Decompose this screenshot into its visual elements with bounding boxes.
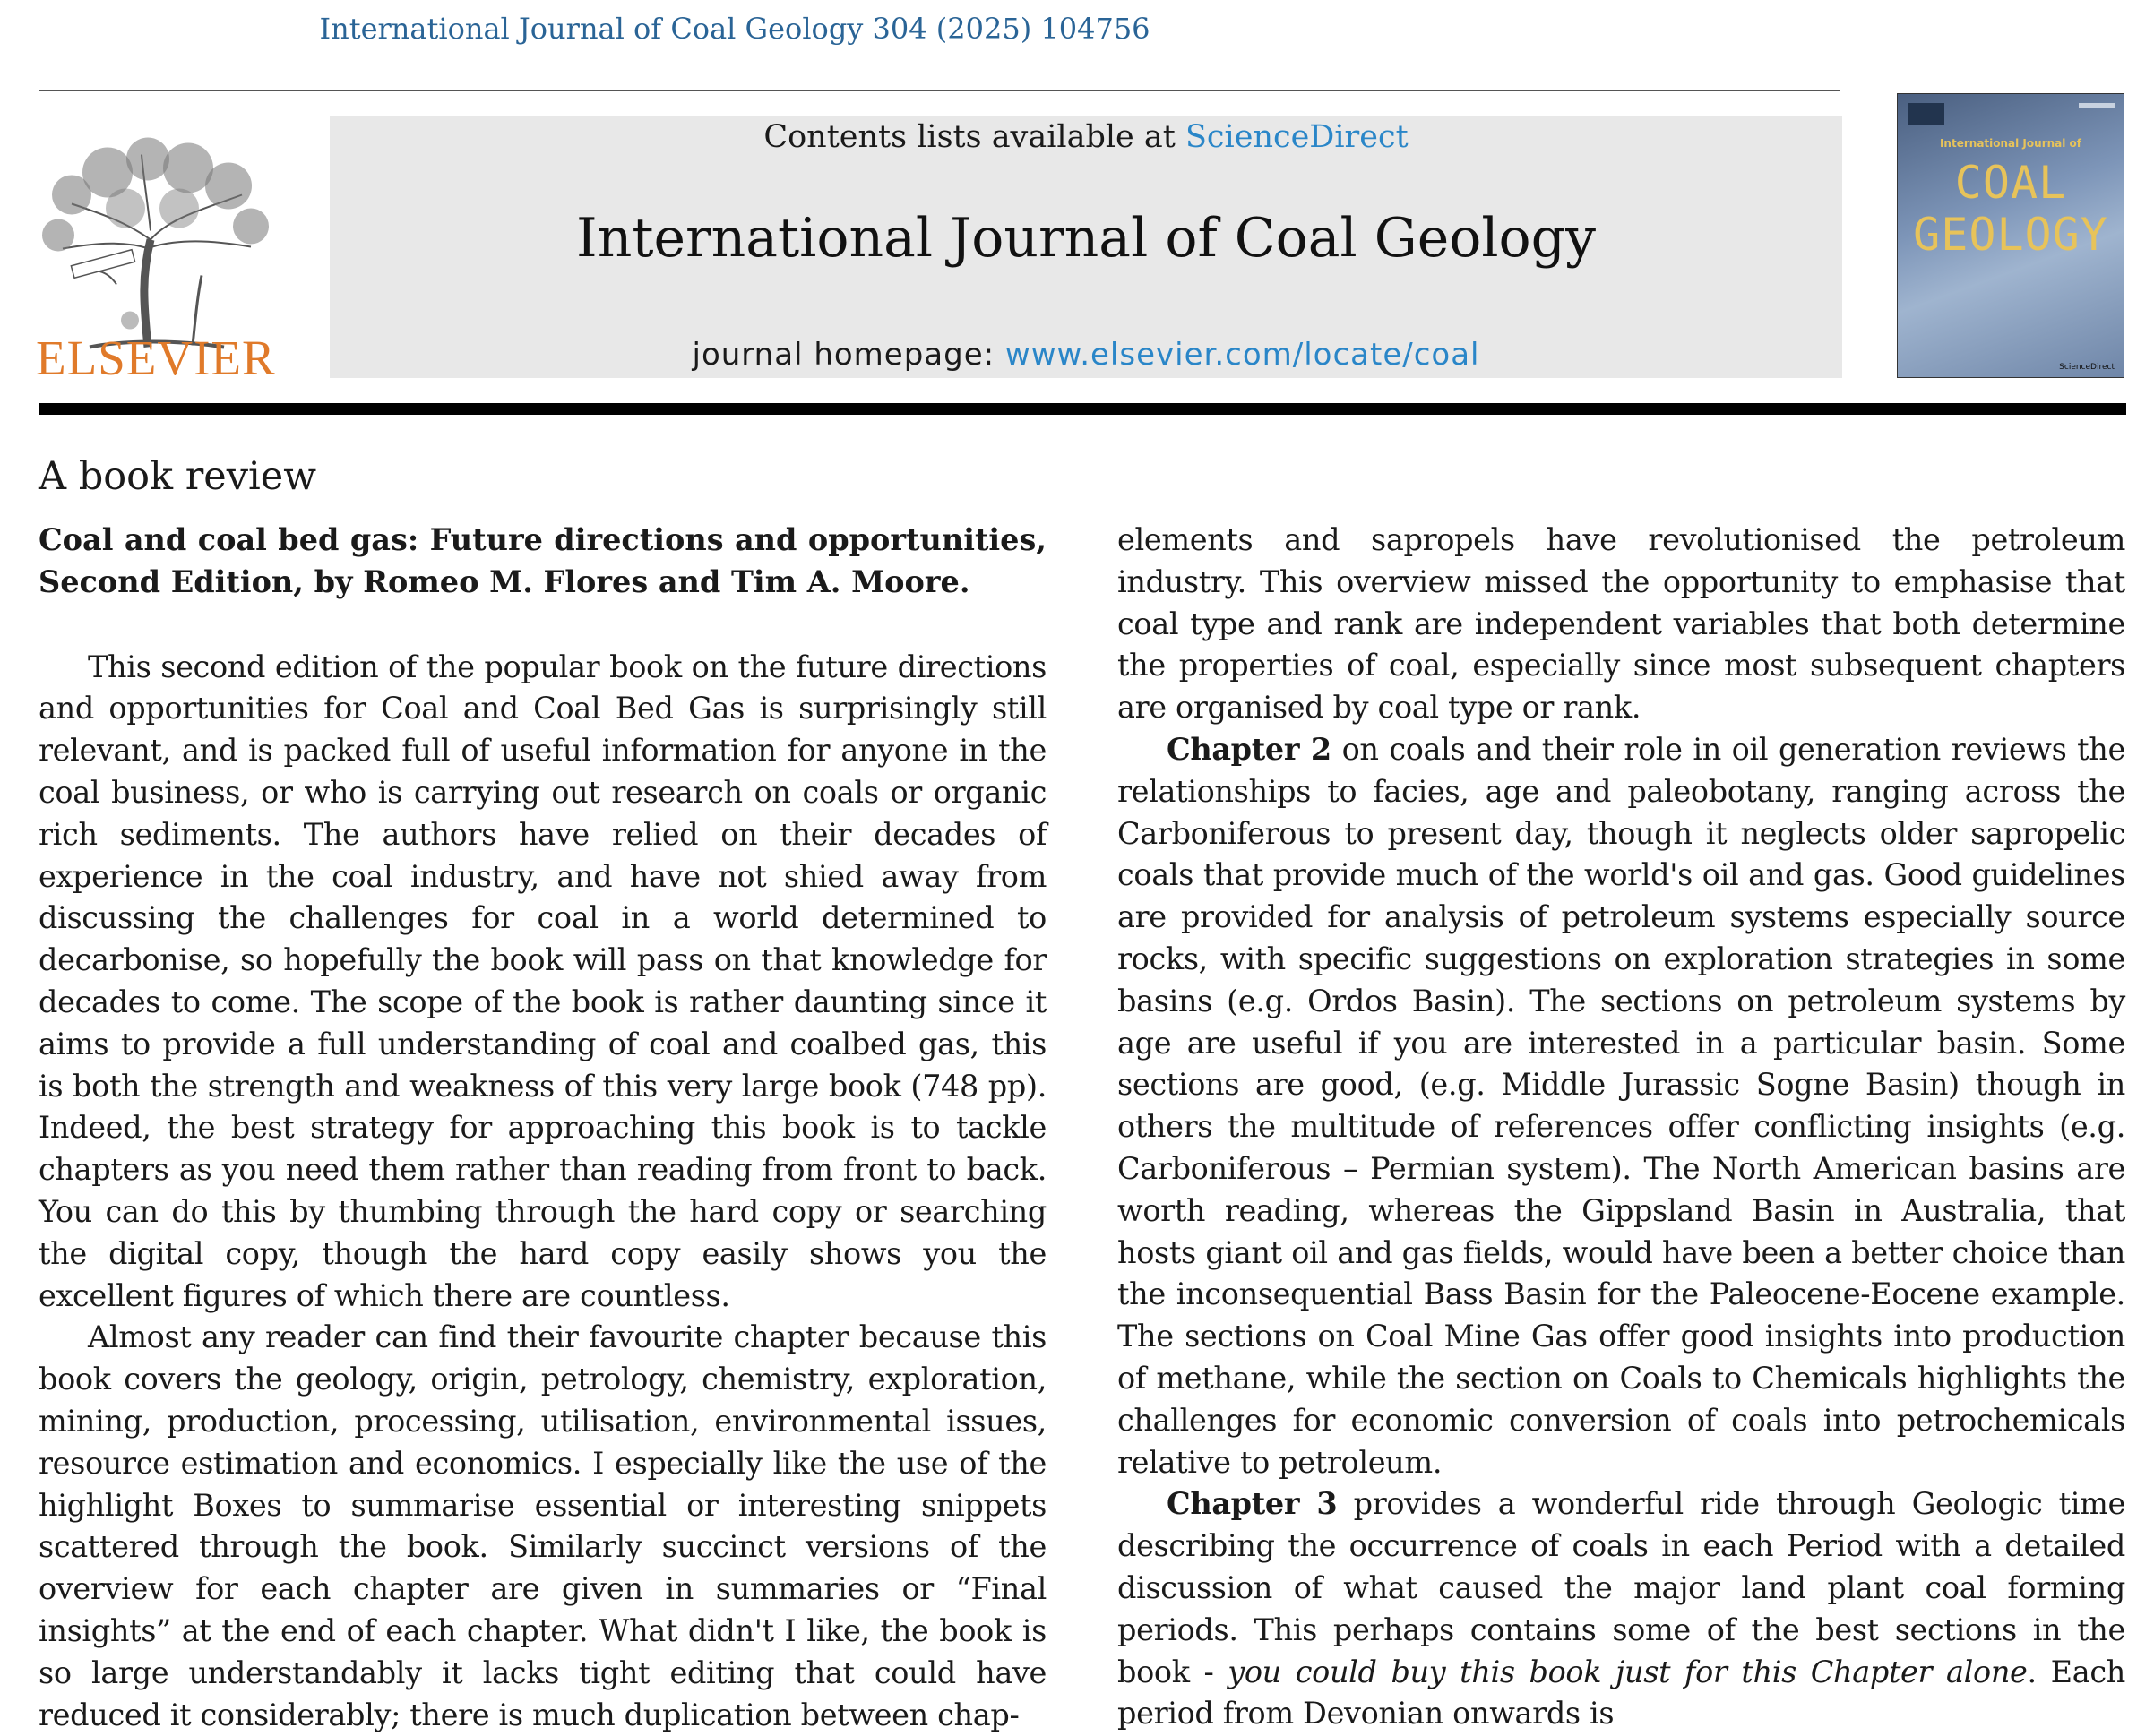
cover-line-2: GEOLOGY [1913, 209, 2108, 261]
cover-big-title [1898, 157, 2124, 261]
cover-small-title: International Journal of [1939, 137, 2082, 150]
cover-bottom-text: ScienceDirect [2059, 363, 2115, 372]
cover-logo-mark [1908, 103, 1944, 125]
sciencedirect-link[interactable]: ScienceDirect [1185, 119, 1409, 155]
top-rule [39, 90, 1840, 91]
chapter-3-label: Chapter 3 [1167, 1486, 1338, 1522]
right-column [1117, 520, 2125, 1735]
header-thick-rule [39, 403, 2126, 415]
chapter-2-text: on coals and their role in oil generation reviews the relationships to facies, age and paleobotany, ranging across the Carboniferous to present day, though it neglects older sapropelic coals that provide much of the world's oil and gas. Good guidelines are provided for analysis of petroleum systems especially source rocks, with specific suggestions on exploration strategies in some basins (e.g. Ordos Basin). The sections on petroleum systems by age are useful if you are interested in a particular basin. Some sections are good, (e.g. Middle Jurassic Sogne Basin) though in others the multitude of references offer conflicting insights (e.g. Carboniferous – Permian system). The North American basins are worth reading, whereas the Gippsland Basin in Australia, that hosts giant oil and gas fields, would have been a better choice than the inconsequential Bass Basin for the Paleocene-Eocene example. The sections on Coal Mine Gas offer good insights into production of methane, while the section on Coals to Chemicals highlights the challenges for economic conversion of coals into petrochemicals relative to petroleum. [1117, 731, 2125, 1480]
paragraph-chapter-3 [1117, 1483, 2125, 1735]
journal-title: International Journal of Coal Geology [576, 207, 1596, 270]
chapter-3-italic: you could buy this book just for this Chapter alone [1228, 1654, 2028, 1689]
homepage-line [330, 335, 1842, 374]
running-head[interactable]: International Journal of Coal Geology 304 (2025) 104756 [319, 12, 1150, 46]
paragraph-chapter-2 [1117, 729, 2125, 1483]
elsevier-wordmark[interactable]: ELSEVIER [36, 331, 276, 385]
contents-prefix: Contents lists available at [763, 119, 1185, 155]
paragraph-1: This second edition of the popular book on the future directions and opportunities for Coal and Coal Bed Gas is surprisingly still relevant, and is packed full of useful information for anyone in the coal business, or who is carrying out research on coals or organic rich sediments. The authors have relied on their decades of experience in the coal industry, and have not shied away from discussing the challenges for coal in a world determined to decarbonise, so hopefully the book will pass on that knowledge for decades to come. The scope of the book is rather daunting since it aims to provide a full understanding of coal and coalbed gas, this is both the strength and weakness of this very large book (748 pp). Indeed, the best strategy for approaching this book is to tackle chapters as you need them rather than reading from front to back. You can do this by thumbing through the hard copy or searching the digital copy, though the hard copy easily shows you the excellent figures of which there are countless. [39, 649, 1047, 1313]
cover-issn-mark [2079, 103, 2115, 108]
chapter-2-label: Chapter 2 [1167, 731, 1331, 767]
chapter-3-end: . Each period from Devonian onwards is [1117, 1654, 2125, 1732]
homepage-prefix: journal homepage: [692, 337, 1005, 373]
review-title: Coal and coal bed gas: Future directions and opportunities, Second Edition, by Romeo M. Flores and Tim A. Moore. [39, 522, 1047, 599]
article-type: A book review [39, 454, 317, 499]
homepage-link[interactable]: www.elsevier.com/locate/coal [1004, 337, 1480, 373]
paragraph-continued: elements and sapropels have revolutionised the petroleum industry. This overview missed the opportunity to emphasise that coal type and rank are independent variables that both determine the properties of coal, especially since most subsequent chapters are organised by coal type or rank. [1117, 522, 2125, 726]
journal-masthead [330, 116, 1842, 378]
cover-line-1: COAL [1954, 157, 2067, 209]
chapter-3-text: provides a wonderful ride through Geologic time describing the occurrence of coals in each Period with a detailed discussion of what caused the major land plant coal forming periods. This perhaps contains some of the best sections in the book - [1117, 1486, 2125, 1689]
contents-line [330, 116, 1842, 156]
paragraph-2: Almost any reader can find their favourite chapter because this book covers the geology, origin, petrology, chemistry, exploration, mining, production, processing, utilisation, environmental issues, resource estimation and economics. I especially like the use of the highlight Boxes to summarise essential or interesting snippets scattered through the book. Similarly succinct versions of the overview for each chapter are given in summaries or “Final insights” at the end of each chapter. What didn't I like, the book is so large understandably it lacks tight editing that could have reduced it considerably; there is much duplication between chap- [39, 1319, 1047, 1732]
left-column [39, 520, 1047, 1736]
journal-cover-image[interactable] [1897, 93, 2124, 378]
